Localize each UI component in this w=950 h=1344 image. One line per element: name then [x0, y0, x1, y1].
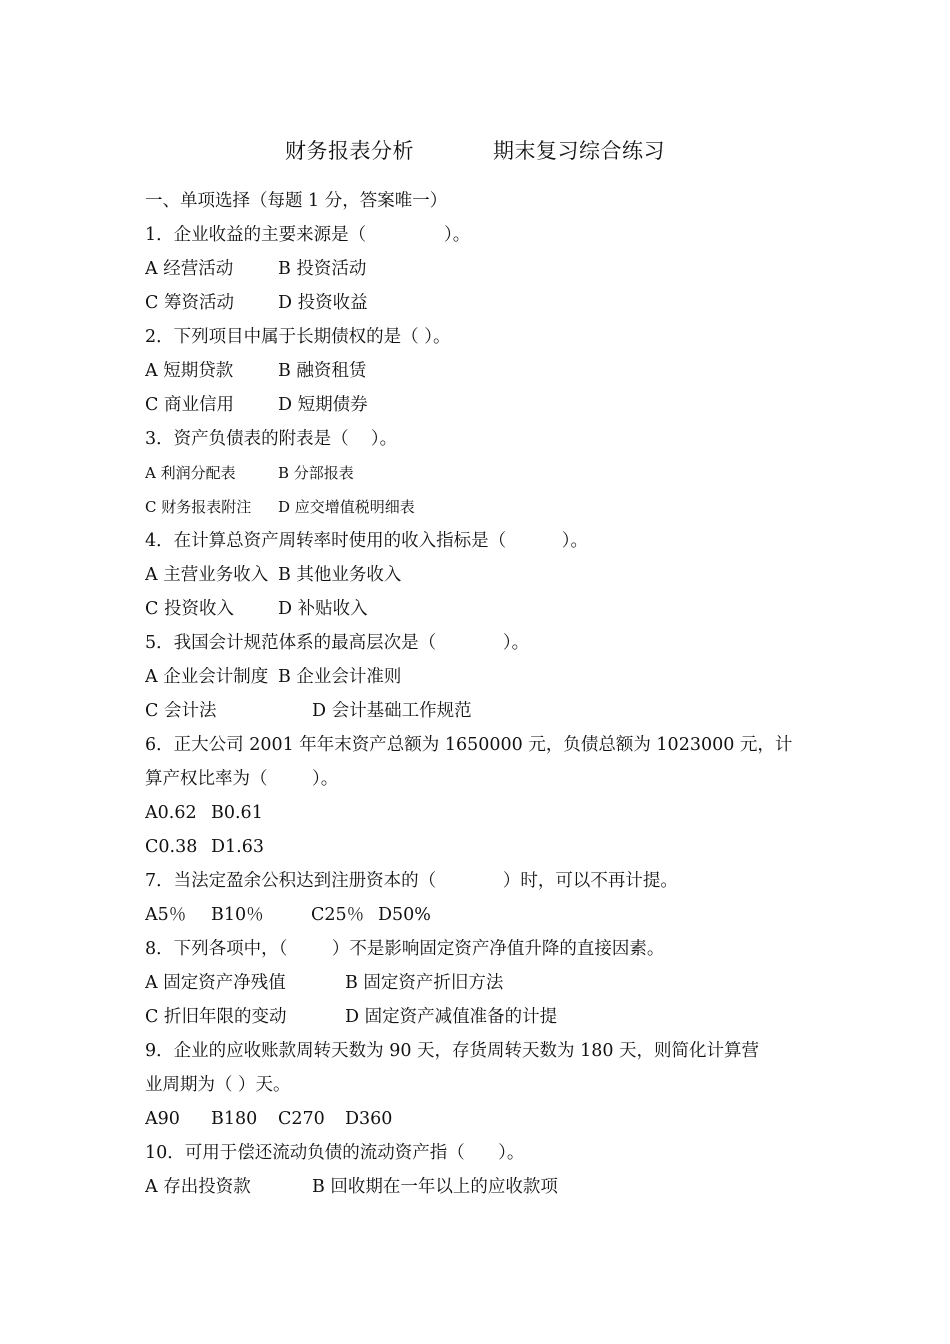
document-title: 财务报表分析 期末复习综合练习 — [285, 139, 665, 163]
option: B 投资活动 — [278, 259, 367, 279]
question-stem: 10．可用于偿还流动负债的流动资产指（ ）。 — [145, 1143, 525, 1163]
option-row — [145, 354, 805, 388]
option-row — [145, 660, 805, 694]
option-row — [145, 796, 805, 830]
option-row — [145, 490, 805, 524]
option: A90 — [145, 1109, 180, 1129]
option: B 其他业务收入 — [278, 565, 402, 585]
option: D 补贴收入 — [278, 599, 368, 619]
option: C0.38 — [145, 837, 198, 857]
option-row — [145, 1102, 805, 1136]
option-row — [145, 898, 805, 932]
option: B 回收期在一年以上的应收款项 — [312, 1177, 558, 1197]
option: B0.61 — [211, 803, 263, 823]
option: A 利润分配表 — [145, 464, 236, 482]
option-row — [145, 592, 805, 626]
question-stem: 7．当法定盈余公积达到注册资本的（ ）时，可以不再计提。 — [145, 871, 678, 891]
question-stem: 6．正大公司 2001 年年末资产总额为 1650000 元，负债总额为 1023000 元，计 — [145, 735, 793, 755]
option: C 折旧年限的变动 — [145, 1007, 287, 1027]
option-row — [145, 830, 805, 864]
option: D360 — [345, 1109, 393, 1129]
option-row — [145, 966, 805, 1000]
option: A5％ — [145, 905, 187, 925]
option: C25％ — [311, 905, 365, 925]
option: C270 — [278, 1109, 325, 1129]
question-stem: 1．企业收益的主要来源是（ ）。 — [145, 225, 471, 245]
question-stem: 4．在计算总资产周转率时使用的收入指标是（ ）。 — [145, 531, 589, 551]
option: A 固定资产净残值 — [145, 973, 286, 993]
option: B 融资租赁 — [278, 361, 367, 381]
option: C 商业信用 — [145, 395, 234, 415]
option: A 存出投资款 — [145, 1177, 251, 1197]
question-stem: 9．企业的应收账款周转天数为 90 天，存货周转天数为 180 天，则简化计算营 — [145, 1041, 760, 1061]
option: B 固定资产折旧方法 — [345, 973, 504, 993]
option: D 投资收益 — [278, 293, 368, 313]
section-heading: 一、单项选择（每题 1 分，答案唯一） — [145, 191, 448, 211]
option: C 会计法 — [145, 701, 217, 721]
option-row — [145, 1170, 805, 1204]
option-row — [145, 456, 805, 490]
option-row — [145, 286, 805, 320]
option: B180 — [211, 1109, 258, 1129]
option: D 应交增值税明细表 — [278, 498, 415, 516]
option: A 短期贷款 — [145, 361, 234, 381]
option: A 企业会计制度 — [145, 667, 269, 687]
question-stem: 3．资产负债表的附表是（ ）。 — [145, 429, 398, 449]
question-stem: 2．下列项目中属于长期债权的是（ ）。 — [145, 327, 451, 347]
option: C 财务报表附注 — [145, 498, 252, 516]
question-stem-continued: 业周期为（ ）天。 — [145, 1075, 291, 1095]
option: C 投资收入 — [145, 599, 234, 619]
option: A0.62 — [145, 803, 197, 823]
option: A 经营活动 — [145, 259, 234, 279]
option: A 主营业务收入 — [145, 565, 269, 585]
option: B 企业会计准则 — [278, 667, 402, 687]
question-stem-continued: 算产权比率为（ ）。 — [145, 769, 339, 789]
option-row — [145, 388, 805, 422]
option: D50% — [378, 905, 431, 925]
option: B10％ — [211, 905, 264, 925]
question-stem: 8．下列各项中，（ ）不是影响固定资产净值升降的直接因素。 — [145, 939, 665, 959]
question-stem: 5．我国会计规范体系的最高层次是（ ）。 — [145, 633, 530, 653]
option-row — [145, 558, 805, 592]
option: D 会计基础工作规范 — [312, 701, 472, 721]
option: D 短期债券 — [278, 395, 368, 415]
option-row — [145, 694, 805, 728]
option-row — [145, 252, 805, 286]
option: B 分部报表 — [278, 464, 354, 482]
option: D 固定资产减值准备的计提 — [345, 1007, 558, 1027]
document-body — [145, 184, 805, 1204]
option: C 筹资活动 — [145, 293, 234, 313]
option: D1.63 — [211, 837, 264, 857]
option-row — [145, 1000, 805, 1034]
